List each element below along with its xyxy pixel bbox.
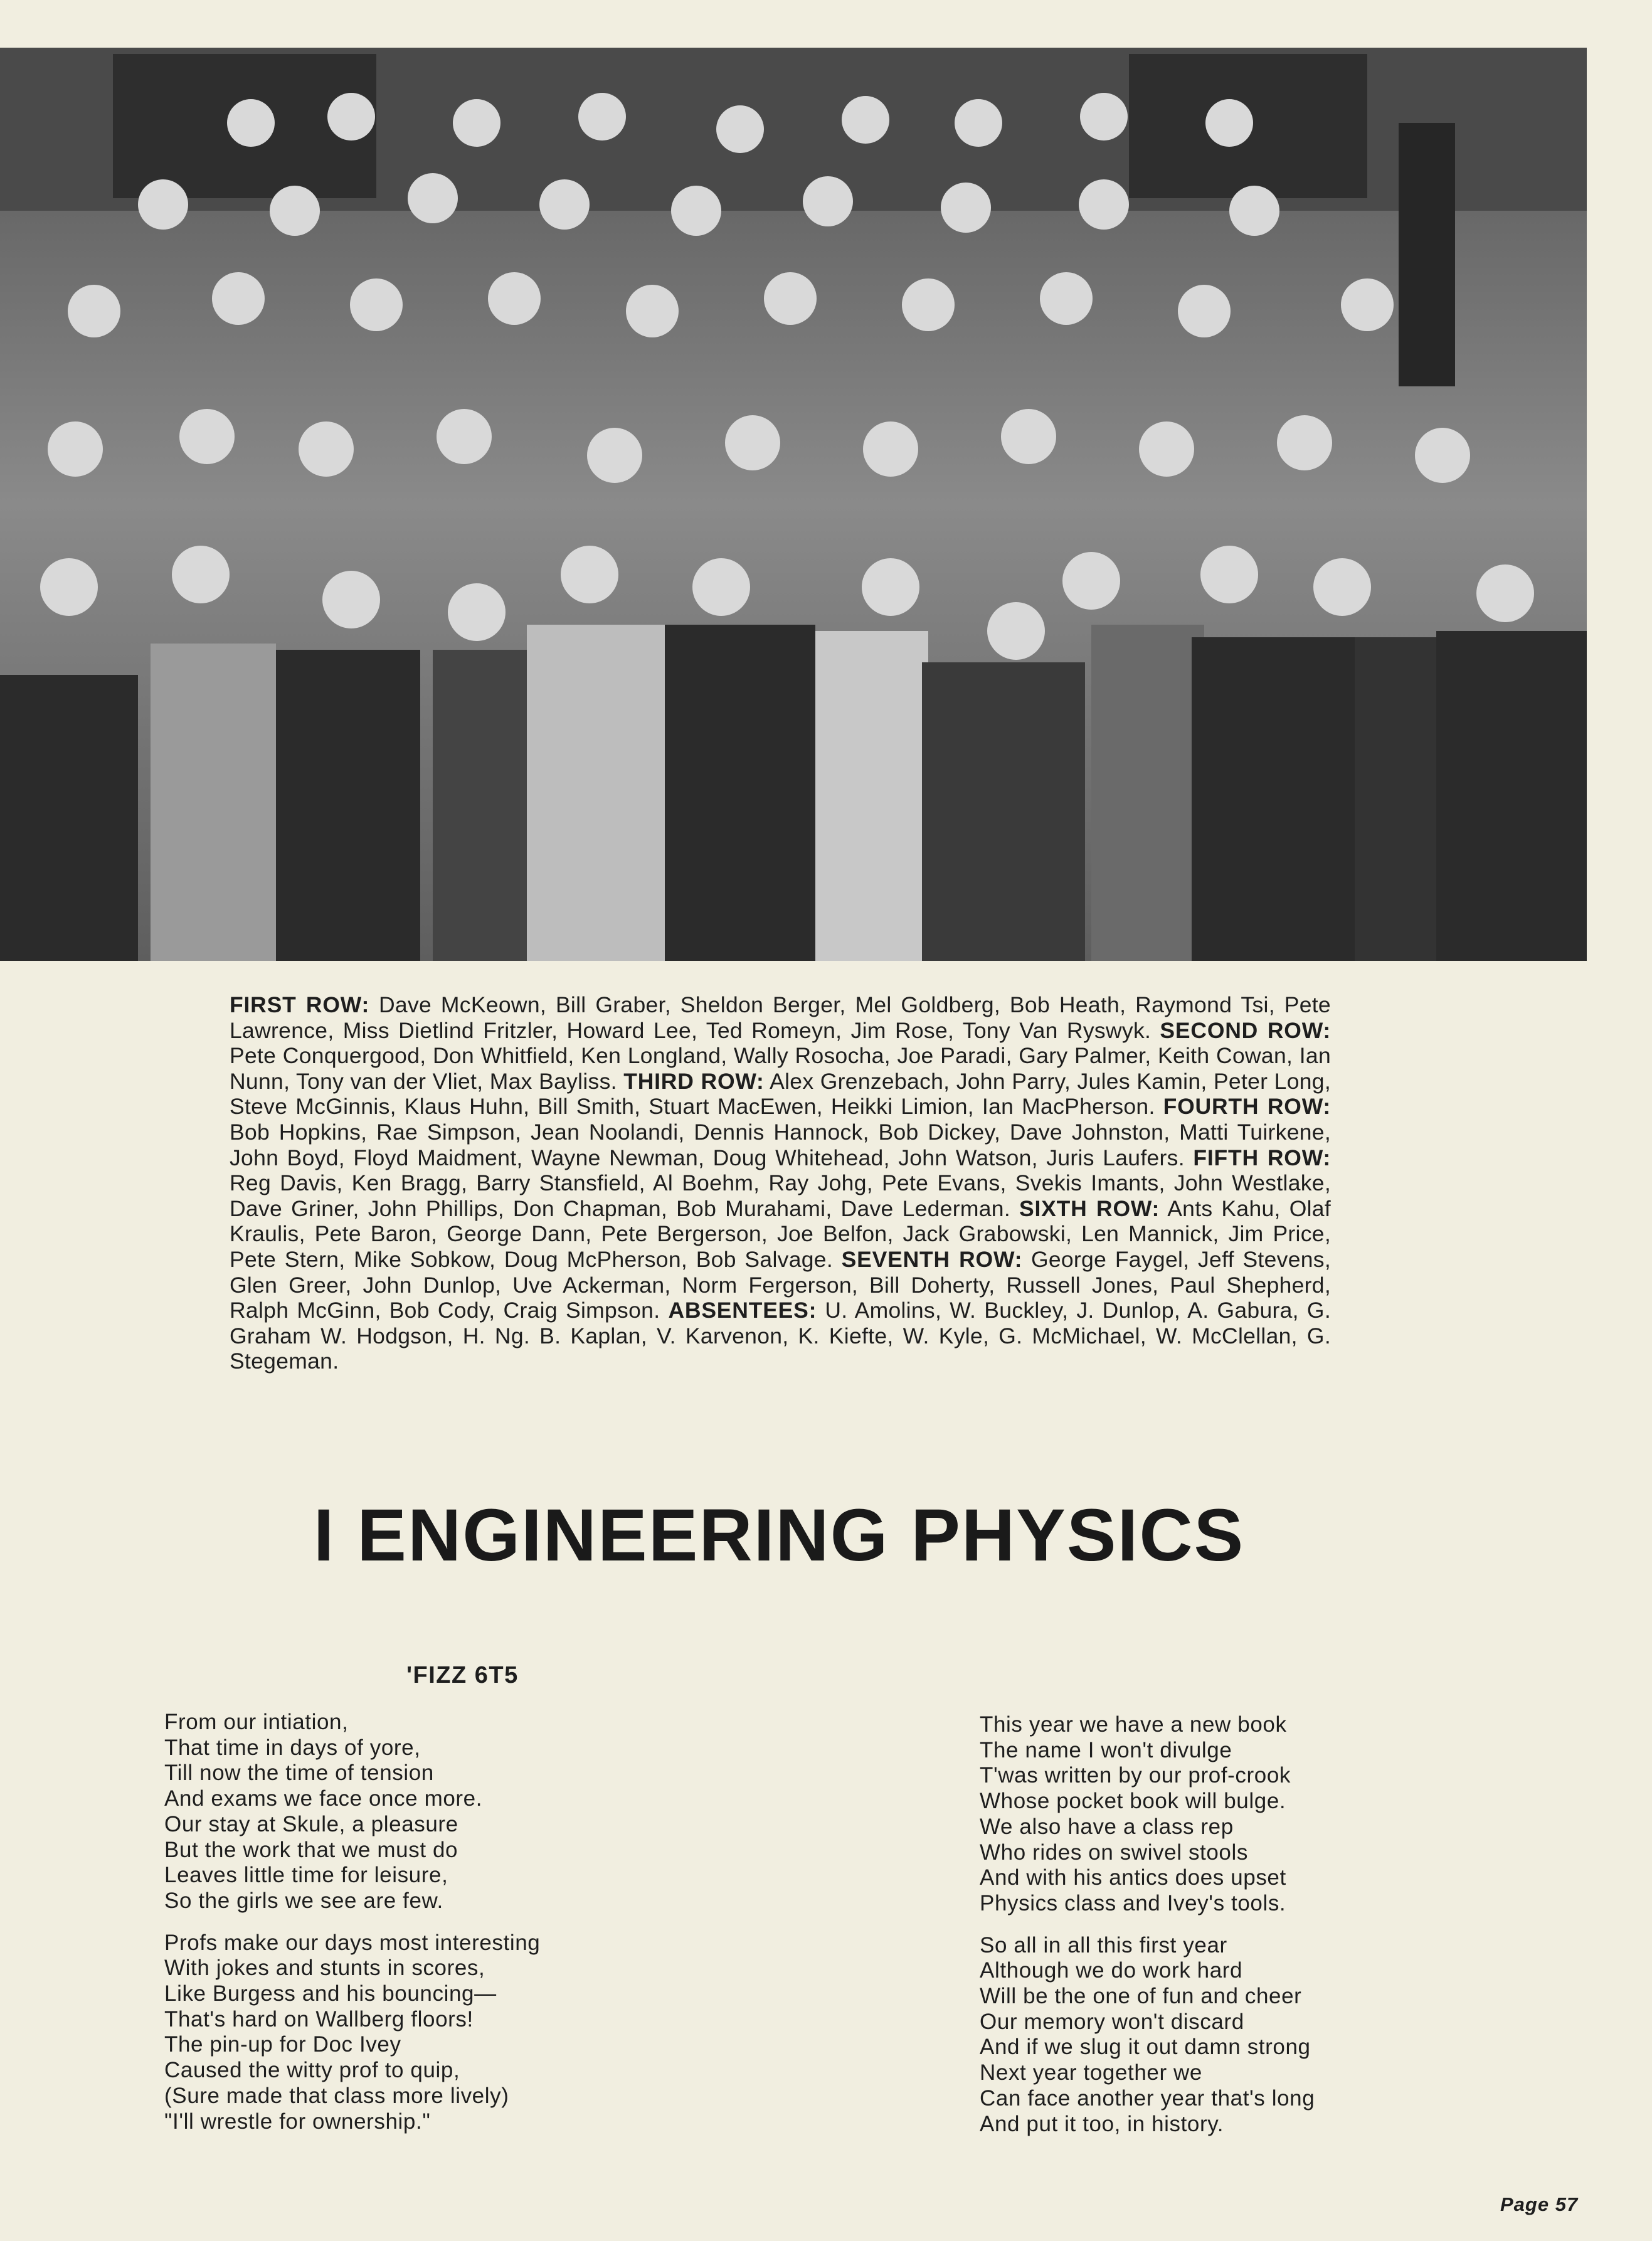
poem-line: This year we have a new book bbox=[980, 1712, 1287, 1737]
caption-row-names: Reg Davis, Ken Bragg, Barry Stansfield, Al Boehm, Ray Johg, Pete Evans, Svekis Imants, John Westlake, Dave Griner, John Phillips, Don Chapman, Bob Murahami, Dave Lederman. bbox=[230, 1170, 1331, 1221]
caption-row-names: Ants Kahu, Olaf Kraulis, Pete Baron, George Dann, Pete Bergerson, Joe Belfon, Jack Grabowski, Len Mannick, Jim Price, Pete Stern, Mike Sobkow, Doug McPherson, Bob Salvage. bbox=[230, 1195, 1331, 1272]
poem-right-column bbox=[980, 1712, 1315, 2153]
caption-row-names: Dave McKeown, Bill Graber, Sheldon Berger, Mel Goldberg, Bob Heath, Raymond Tsi, Pete Lawrence, Miss Dietlind Fritzler, Howard Lee, Ted Romeyn, Jim Rose, Tony Van Ryswyk. bbox=[230, 992, 1331, 1043]
poem-line: And if we slug it out damn strong bbox=[980, 2035, 1311, 2060]
caption-row-label: FOURTH ROW: bbox=[1163, 1094, 1331, 1120]
poem-line: But the work that we must do bbox=[164, 1837, 458, 1862]
poem-line: Who rides on swivel stools bbox=[980, 1840, 1248, 1865]
caption-row-label: FIRST ROW: bbox=[230, 992, 370, 1017]
poem-line: Till now the time of tension bbox=[164, 1761, 434, 1786]
caption-row-label: THIRD ROW: bbox=[623, 1068, 765, 1094]
poem-line: The pin-up for Doc Ivey bbox=[164, 2032, 401, 2057]
poem-line: Our stay at Skule, a pleasure bbox=[164, 1811, 458, 1836]
poem-line: That time in days of yore, bbox=[164, 1735, 421, 1760]
poem-line: Will be the one of fun and cheer bbox=[980, 1984, 1302, 2009]
poem-stanza bbox=[164, 1931, 540, 2135]
poem-line: So all in all this first year bbox=[980, 1932, 1227, 1958]
caption-row-label: ABSENTEES: bbox=[668, 1298, 817, 1323]
poem-title: 'FIZZ 6T5 bbox=[406, 1662, 519, 1688]
caption-row-label: SEVENTH ROW: bbox=[841, 1246, 1023, 1272]
poem-line: Can face another year that's long bbox=[980, 2085, 1315, 2111]
poem-line: Physics class and Ivey's tools. bbox=[980, 1890, 1286, 1915]
caption-row-names: Alex Grenzebach, John Parry, Jules Kamin, Peter Long, Steve McGinnis, Klaus Huhn, Bill Smith, Stuart MacEwen, Heikki Limion, Ian MacPherson. bbox=[230, 1068, 1331, 1120]
poem-line: With jokes and stunts in scores, bbox=[164, 1956, 485, 1981]
poem-line: Whose pocket book will bulge. bbox=[980, 1789, 1286, 1814]
caption-row-names: Pete Conquergood, Don Whitfield, Ken Longland, Wally Rosocha, Joe Paradi, Gary Palmer, Keith Cowan, Ian Nunn, Tony van der Vliet, Max Bayliss. bbox=[230, 1043, 1331, 1094]
poem-line: (Sure made that class more lively) bbox=[164, 2083, 509, 2108]
poem-line: Although we do work hard bbox=[980, 1958, 1243, 1983]
caption-row-label: SECOND ROW: bbox=[1160, 1017, 1331, 1043]
poem-line: Profs make our days most interesting bbox=[164, 1930, 541, 1955]
poem-line: "I'll wrestle for ownership." bbox=[164, 2109, 431, 2134]
poem-left-column bbox=[164, 1710, 540, 2151]
poem-stanza bbox=[164, 1710, 540, 1914]
poem-line: We also have a class rep bbox=[980, 1814, 1234, 1839]
poem-line: So the girls we see are few. bbox=[164, 1888, 443, 1913]
poem-line: Our memory won't discard bbox=[980, 2009, 1244, 2034]
poem-line: Next year together we bbox=[980, 2060, 1202, 2085]
caption-row-names: George Faygel, Jeff Stevens, Glen Greer, John Dunlop, Uve Ackerman, Norm Fergerson, Bill Doherty, Russell Jones, Paul Shepherd, Ralph McGinn, Bob Cody, Craig Simpson. bbox=[230, 1246, 1331, 1323]
poem-line: And exams we face once more. bbox=[164, 1786, 483, 1811]
page-headline: I ENGINEERING PHYSICS bbox=[313, 1494, 1245, 1577]
poem-line: And with his antics does upset bbox=[980, 1865, 1286, 1890]
caption-row-names: U. Amolins, W. Buckley, J. Dunlop, A. Gabura, G. Graham W. Hodgson, H. Ng. B. Kaplan, V. Karvenon, K. Kiefte, W. Kyle, G. McMichael, W. McClellan, G. Stegeman. bbox=[230, 1298, 1331, 1374]
poem-line: From our intiation, bbox=[164, 1710, 349, 1734]
poem-line: That's hard on Wallberg floors! bbox=[164, 2006, 474, 2032]
caption-row-label: SIXTH ROW: bbox=[1019, 1195, 1160, 1221]
poem-stanza bbox=[980, 1712, 1315, 1917]
photo-caption bbox=[230, 992, 1331, 1374]
poem-line: Caused the witty prof to quip, bbox=[164, 2058, 460, 2083]
poem-stanza bbox=[980, 1933, 1315, 2138]
poem-line: The name I won't divulge bbox=[980, 1737, 1232, 1762]
class-group-photo bbox=[0, 48, 1587, 961]
poem-line: Leaves little time for leisure, bbox=[164, 1863, 448, 1888]
page-number: Page 57 bbox=[1500, 2193, 1579, 2215]
poem-line: T'was written by our prof-crook bbox=[980, 1763, 1291, 1788]
caption-row-label: FIFTH ROW: bbox=[1193, 1145, 1331, 1170]
caption-row-names: Bob Hopkins, Rae Simpson, Jean Noolandi, Dennis Hannock, Bob Dickey, Dave Johnston, Matti Tuirkene, John Boyd, Floyd Maidment, Wayne Newman, Doug Whitehead, John Watson, Juris Laufers. bbox=[230, 1119, 1331, 1170]
group-photo-illustration bbox=[0, 48, 1587, 961]
poem-line: Like Burgess and his bouncing— bbox=[164, 1981, 497, 2006]
poem-line: And put it too, in history. bbox=[980, 2111, 1224, 2136]
